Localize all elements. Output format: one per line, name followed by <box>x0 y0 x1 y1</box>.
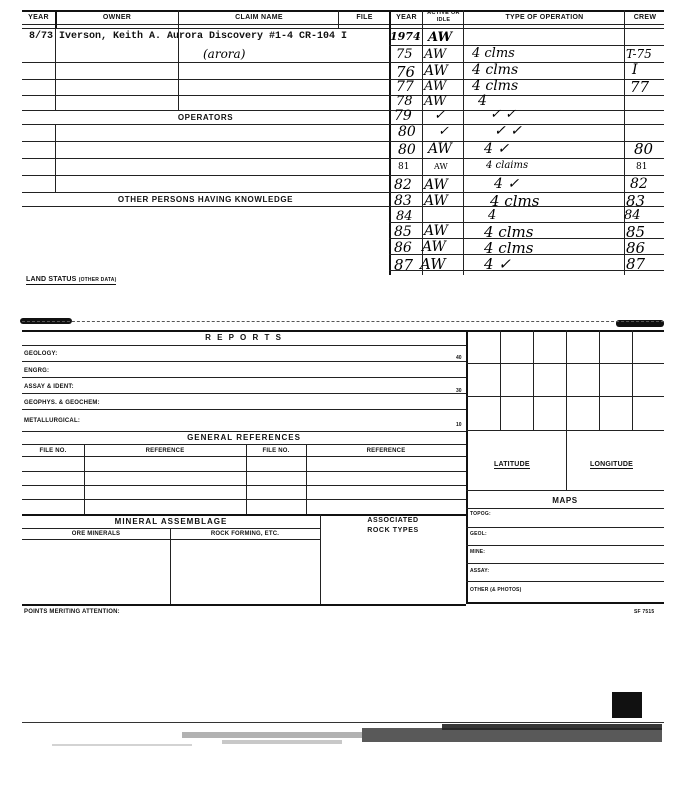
header-crew: CREW <box>633 14 657 21</box>
activity-status: AW <box>434 162 448 171</box>
reports-title: R E P O R T S <box>205 333 283 342</box>
activity-year: 82 <box>394 177 412 193</box>
activity-operation: 4 <box>478 93 487 109</box>
scale-number: 40 <box>456 355 462 361</box>
metallurgical-label: METALLURGICAL: <box>24 418 81 424</box>
header-owner: OWNER <box>102 14 132 21</box>
activity-operation: 4 clms <box>484 223 534 241</box>
geophys-label: GEOPHYS. & GEOCHEM: <box>24 400 100 406</box>
map-row-other: OTHER (& PHOTOS) <box>470 587 522 593</box>
header-year-2: YEAR <box>396 14 417 21</box>
activity-year: 1974 <box>390 30 421 43</box>
form-number: SF 7515 <box>634 609 655 615</box>
activity-status: AW <box>424 79 447 94</box>
activity-operation: 4 claims <box>486 160 529 171</box>
scale-number: 10 <box>456 422 462 428</box>
activity-year: 85 <box>394 224 412 240</box>
activity-year: 76 <box>396 63 416 81</box>
activity-crew: 83 <box>626 192 646 210</box>
activity-operation: 4 clms <box>484 239 534 257</box>
map-row-assay: ASSAY: <box>470 568 490 574</box>
activity-status: AW <box>424 193 448 209</box>
activity-status: AW <box>424 223 448 239</box>
land-status-title: LAND STATUS <box>26 276 77 283</box>
rock-types-label: ROCK TYPES <box>367 527 419 534</box>
activity-year: 81 <box>398 162 410 172</box>
points-meriting-label: POINTS MERITING ATTENTION: <box>24 609 120 615</box>
activity-status: AW <box>428 141 452 157</box>
header-claim-name: CLAIM NAME <box>235 14 283 21</box>
handwritten-note: (arora) <box>203 47 246 61</box>
engrg-label: ENGRG: <box>24 368 50 374</box>
activity-crew: 84 <box>624 208 641 223</box>
rock-forming-label: ROCK FORMING, ETC. <box>210 531 280 537</box>
header-active-idle: ACTIVE OR IDLE <box>427 10 460 23</box>
map-row-topog: TOPOG: <box>470 511 491 517</box>
activity-operation: ✓ ✓ <box>490 107 516 122</box>
land-status-sub: (OTHER DATA) <box>78 277 117 283</box>
activity-year: 75 <box>396 47 413 62</box>
activity-status: ✓ <box>438 124 449 139</box>
assay-label: ASSAY & IDENT: <box>24 384 74 390</box>
activity-status: AW <box>422 239 446 255</box>
activity-crew: 82 <box>630 176 648 192</box>
general-references-title: GENERAL REFERENCES <box>187 433 301 442</box>
other-persons-label: OTHER PERSONS HAVING KNOWLEDGE <box>117 195 294 204</box>
activity-status: AW <box>424 177 448 193</box>
activity-year: 86 <box>394 240 412 256</box>
ref-col-reference-2: REFERENCE <box>366 448 406 454</box>
longitude-label: LONGITUDE <box>590 461 634 468</box>
activity-year: 79 <box>394 108 412 124</box>
ref-col-file-no: FILE NO. <box>39 448 67 454</box>
activity-operation: ✓ ✓ <box>494 123 522 139</box>
activity-status: AW <box>420 255 446 273</box>
scale-number: 30 <box>456 388 462 394</box>
activity-operation: 4 clms <box>490 192 540 210</box>
activity-operation: 4 ✓ <box>484 141 510 157</box>
activity-year: 87 <box>394 256 414 274</box>
activity-operation: 4 clms <box>472 62 519 78</box>
activity-status: AW <box>424 94 447 109</box>
activity-year: 77 <box>396 79 414 95</box>
ore-minerals-label: ORE MINERALS <box>71 531 121 537</box>
activity-operation: 4 ✓ <box>494 176 520 192</box>
claim-entry: 8/73 Iverson, Keith A. Aurora Discovery #1-4 CR-104 I <box>29 31 348 42</box>
map-row-mine: MINE: <box>470 549 486 555</box>
activity-operation: 4 ✓ <box>484 255 511 273</box>
activity-crew: 77 <box>630 78 650 96</box>
scan-block-mark <box>612 692 642 718</box>
activity-status: ✓ <box>434 108 445 123</box>
geology-label: GEOLOGY: <box>24 351 58 357</box>
activity-crew: 81 <box>636 162 648 172</box>
maps-title: MAPS <box>552 496 578 505</box>
ref-col-file-no-2: FILE NO. <box>262 448 290 454</box>
activity-year: 84 <box>396 209 413 224</box>
activity-crew: T-75 <box>626 47 652 61</box>
operators-label: OPERATORS <box>177 113 234 122</box>
activity-operation: 4 clms <box>472 46 515 61</box>
activity-crew: 80 <box>634 140 654 158</box>
activity-year: 78 <box>396 94 413 109</box>
land-status-label <box>26 276 116 285</box>
activity-year: 80 <box>398 124 416 140</box>
latitude-label: LATITUDE <box>494 461 530 468</box>
header-type-of-operation: TYPE OF OPERATION <box>505 14 584 21</box>
header-year: YEAR <box>28 14 49 21</box>
activity-year: 83 <box>394 193 412 209</box>
mineral-assemblage-title: MINERAL ASSEMBLAGE <box>114 517 228 526</box>
ref-col-reference: REFERENCE <box>145 448 185 454</box>
activity-status: AW <box>424 47 447 62</box>
activity-crew: I <box>632 62 638 78</box>
activity-crew: 86 <box>626 239 646 257</box>
scan-noise-band <box>22 722 664 752</box>
activity-crew: 85 <box>626 223 646 241</box>
map-row-geol: GEOL: <box>470 531 487 537</box>
activity-year: 80 <box>398 142 416 158</box>
associated-label: ASSOCIATED <box>367 517 419 524</box>
activity-operation: 4 clms <box>472 78 519 94</box>
activity-status: AW <box>424 63 448 79</box>
activity-crew: 87 <box>626 255 646 273</box>
activity-status: AW <box>428 30 453 45</box>
header-file: FILE <box>356 14 373 21</box>
activity-operation: 4 <box>488 208 497 223</box>
